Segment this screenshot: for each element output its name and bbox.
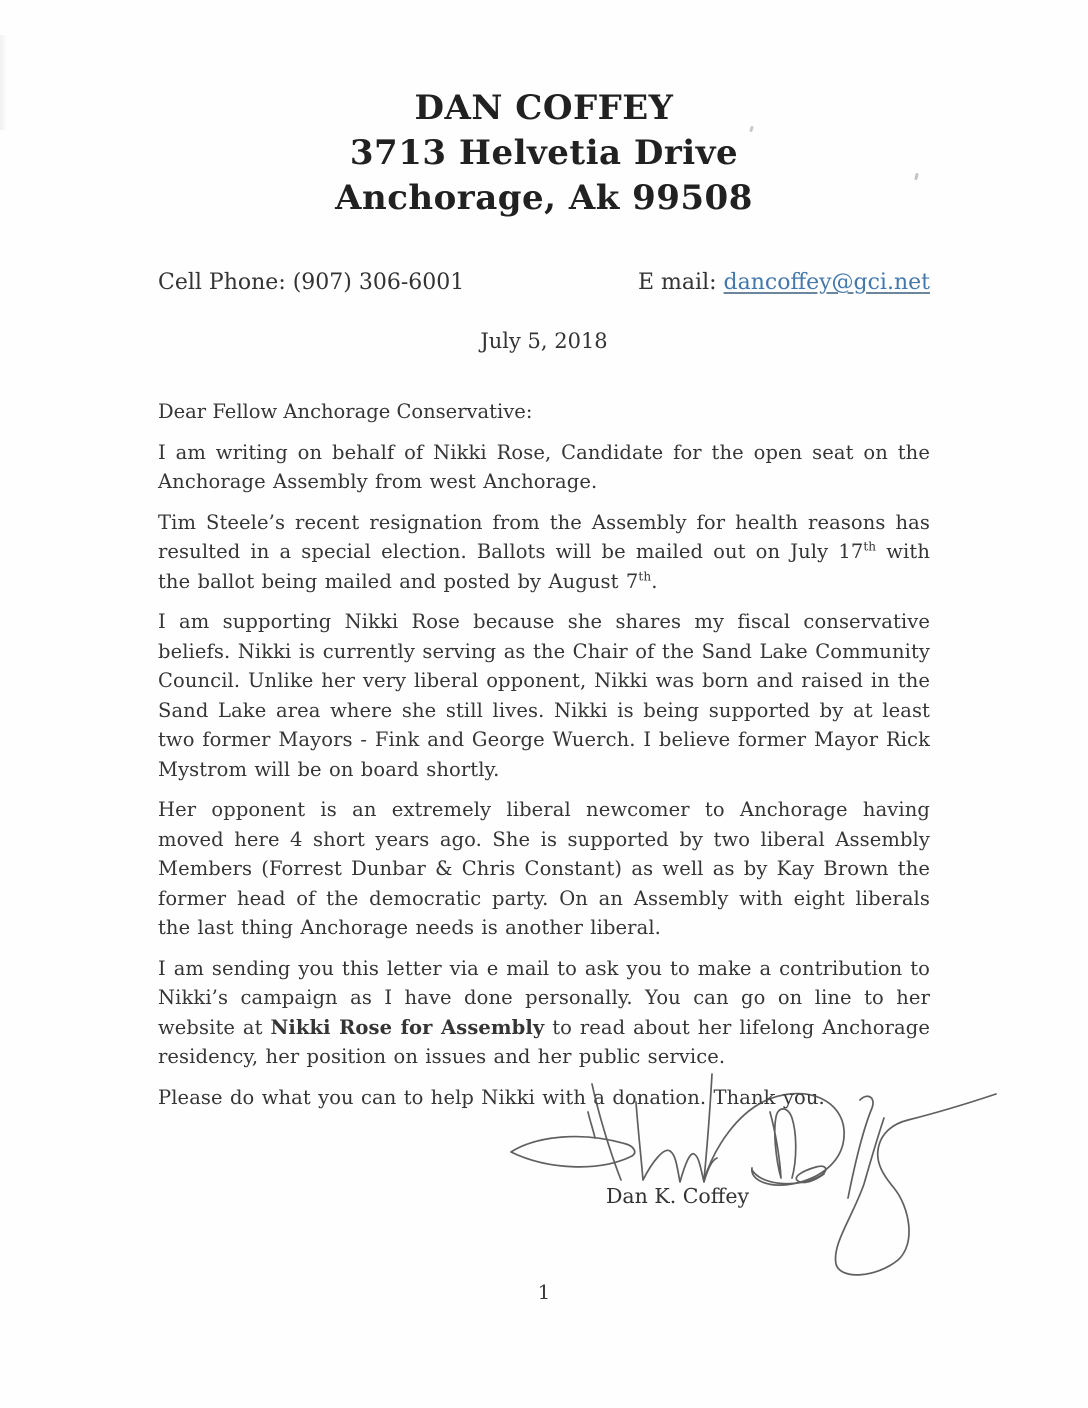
letterhead-name: DAN COFFEY (414, 88, 674, 128)
paragraph-1: I am writing on behalf of Nikki Rose, Candidate for the open seat on the Anchorage Assembly from west Anchorage. (158, 440, 930, 493)
paragraph-5: I am sending you this letter via e mail to ask you to make a contribution to Nikki’s campaign as I have done personally. You can go on line to her website at Nikki Rose for Assembly to read about her lifelong Anchorage residency, her position on issues and her public service. (158, 956, 930, 1068)
letterhead-address-line2: Anchorage, Ak 99508 (335, 178, 753, 218)
email-label: E mail: (638, 270, 724, 295)
typed-signature-name: Dan K. Coffey (606, 1184, 750, 1208)
contact-row (158, 269, 930, 296)
letterhead (158, 86, 930, 221)
salutation: Dear Fellow Anchorage Conservative: (158, 400, 533, 423)
email-link[interactable]: dancoffey@gci.net (723, 270, 930, 295)
letter-date: July 5, 2018 (480, 329, 608, 353)
cell-phone: Cell Phone: (907) 306-6001 (158, 270, 465, 295)
page-number: 1 (537, 1280, 551, 1304)
paragraph-4: Her opponent is an extremely liberal newcomer to Anchorage having moved here 4 short years ago. She is supported by two liberal Assembly Members (Forrest Dunbar & Chris Constant) as well as by Kay Brown the former head of the democratic party. On an Assembly with eight liberals the last thing Anchorage needs is another liberal. (158, 798, 930, 939)
paragraph-6: Please do what you can to help Nikki with a donation. Thank you. (158, 1085, 825, 1109)
paragraph-3: I am supporting Nikki Rose because she shares my fiscal conservative beliefs. Nikki is currently serving as the Chair of the Sand Lake Community Council. Unlike her very liberal opponent, Nikki was born and raised in the Sand Lake area where she still lives. Nikki is being supported by at least two former Mayors - Fink and George Wuerch. I believe former Mayor Rick Mystrom will be on board shortly. (158, 610, 930, 781)
email-line (638, 269, 930, 296)
letterhead-address-line1: 3713 Helvetia Drive (349, 133, 739, 173)
paragraph-2: Tim Steele’s recent resignation from the Assembly for health reasons has resulted in a special election. Ballots will be mailed out on July 17th with the ballot being mailed and posted by August 7th. (158, 510, 930, 593)
